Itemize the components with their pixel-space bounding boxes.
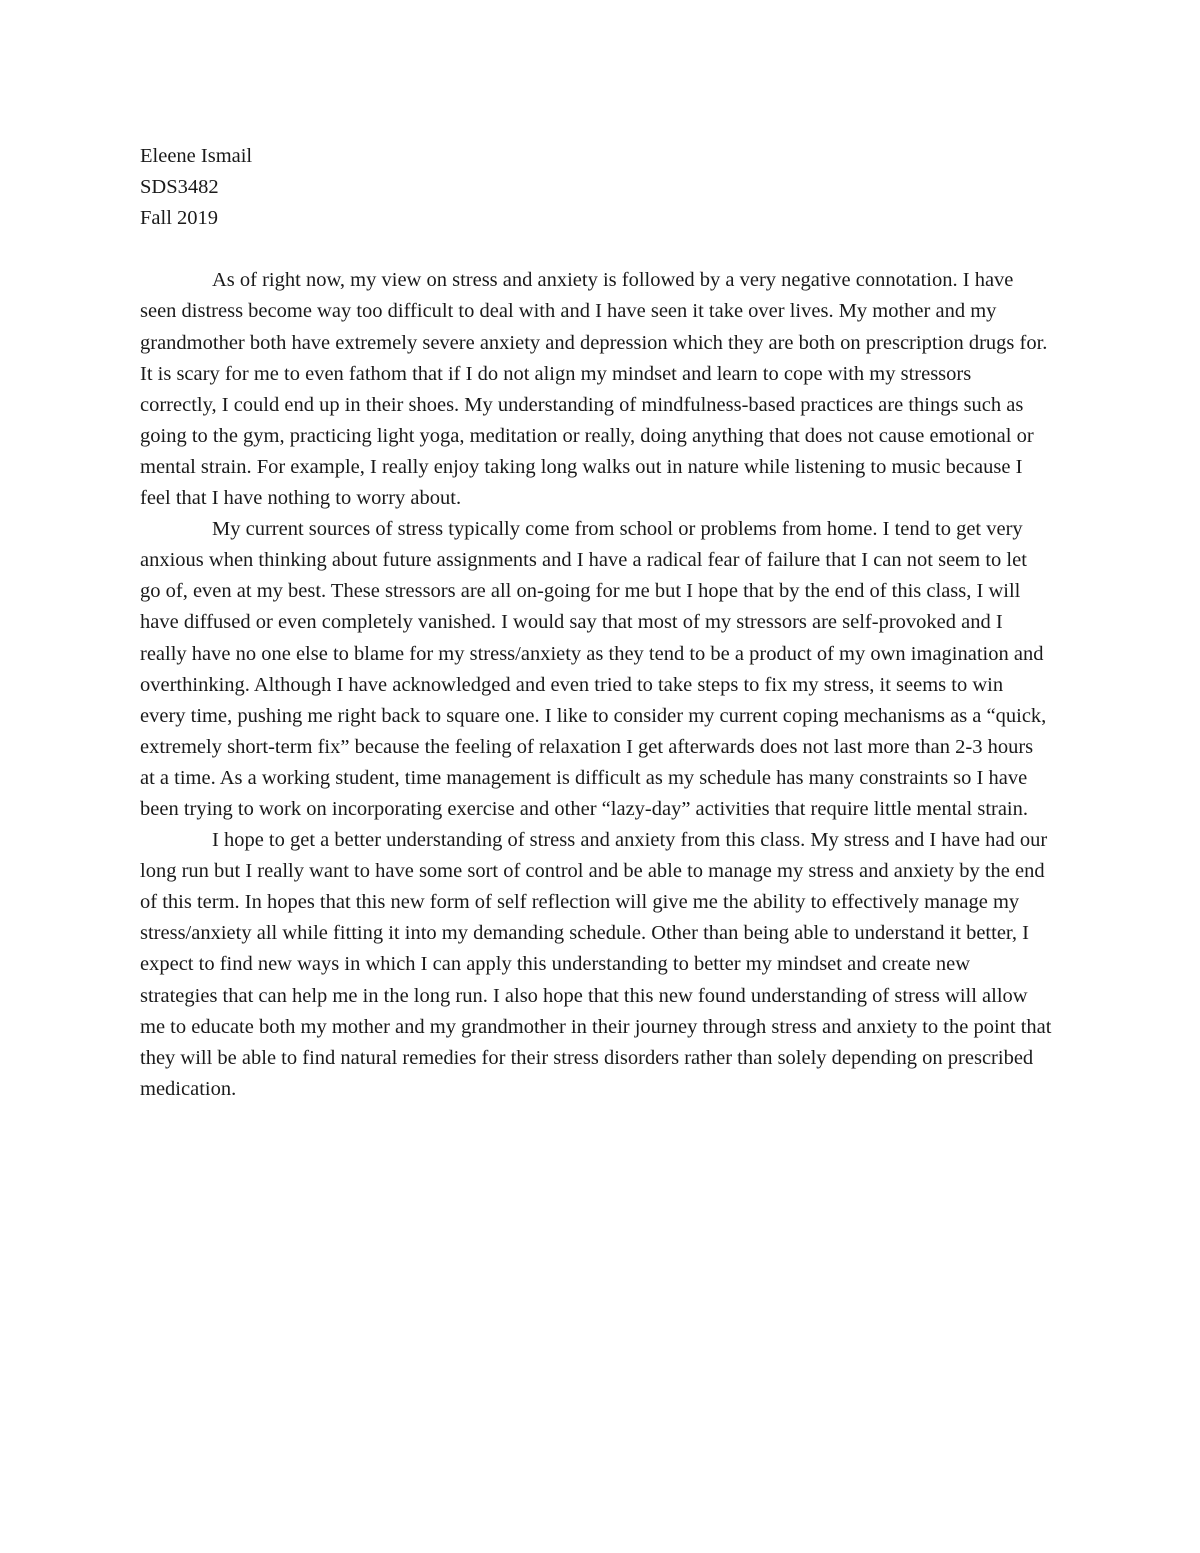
course-code: SDS3482 [140,176,219,199]
paragraph-1: As of right now, my view on stress and anxiety is followed by a very negative connotation. I have seen distress become way too difficult to deal with and I have seen it take over lives. My mother and my grandmother both have extremely severe anxiety and depression which they are both on prescription drugs for. It is scary for me to even fathom that if I do not align my mindset and learn to cope with my stressors correctly, I could end up in their shoes. My understanding of mindfulness-based practices are things such as going to the gym, practicing light yoga, meditation or really, doing anything that does not cause emotional or mental strain. For example, I really enjoy taking long walks out in nature while listening to music because I feel that I have nothing to worry about. [140,269,1048,510]
document-body [140,141,1052,1105]
author-name: Eleene Ismail [140,145,253,167]
paragraph-3: I hope to get a better understanding of stress and anxiety from this class. My stress and I have had our long run but I really want to have some sort of control and be able to manage my stress and anxiety by the end of this term. In hopes that this new form of self reflection will give me the ability to effectively manage my stress/anxiety all while fitting it into my demanding schedule. Other than being able to understand it better, I expect to find new ways in which I can apply this understanding to better my mindset and create new strategies that can help me in the long run. I also hope that this new found understanding of stress will allow me to educate both my mother and my grandmother in their journey through stress and anxiety to the point that they will be able to find natural remedies for their stress disorders rather than solely depending on prescribed medication. [140,829,1052,1100]
header-spacer [140,234,1052,265]
term-date: Fall 2019 [140,207,219,230]
paragraph-2: My current sources of stress typically come from school or problems from home. I tend to get very anxious when thinking about future assignments and I have a radical fear of failure that I can not seem to let go of, even at my best. These stressors are all on-going for me but I hope that by the end of this class, I will have diffused or even completely vanished. I would say that most of my stressors are self-provoked and I really have no one else to blame for my stress/anxiety as they tend to be a product of my own imagination and overthinking. Although I have acknowledged and even tried to take steps to fix my stress, it seems to win every time, pushing me right back to square one. I like to consider my current coping mechanisms as a “quick, extremely short-term fix” because the feeling of relaxation I get afterwards does not last more than 2-3 hours at a time. As a working student, time management is difficult as my schedule has many constraints so I have been trying to work on incorporating exercise and other “lazy-day” activities that require little mental strain. [140,518,1047,820]
